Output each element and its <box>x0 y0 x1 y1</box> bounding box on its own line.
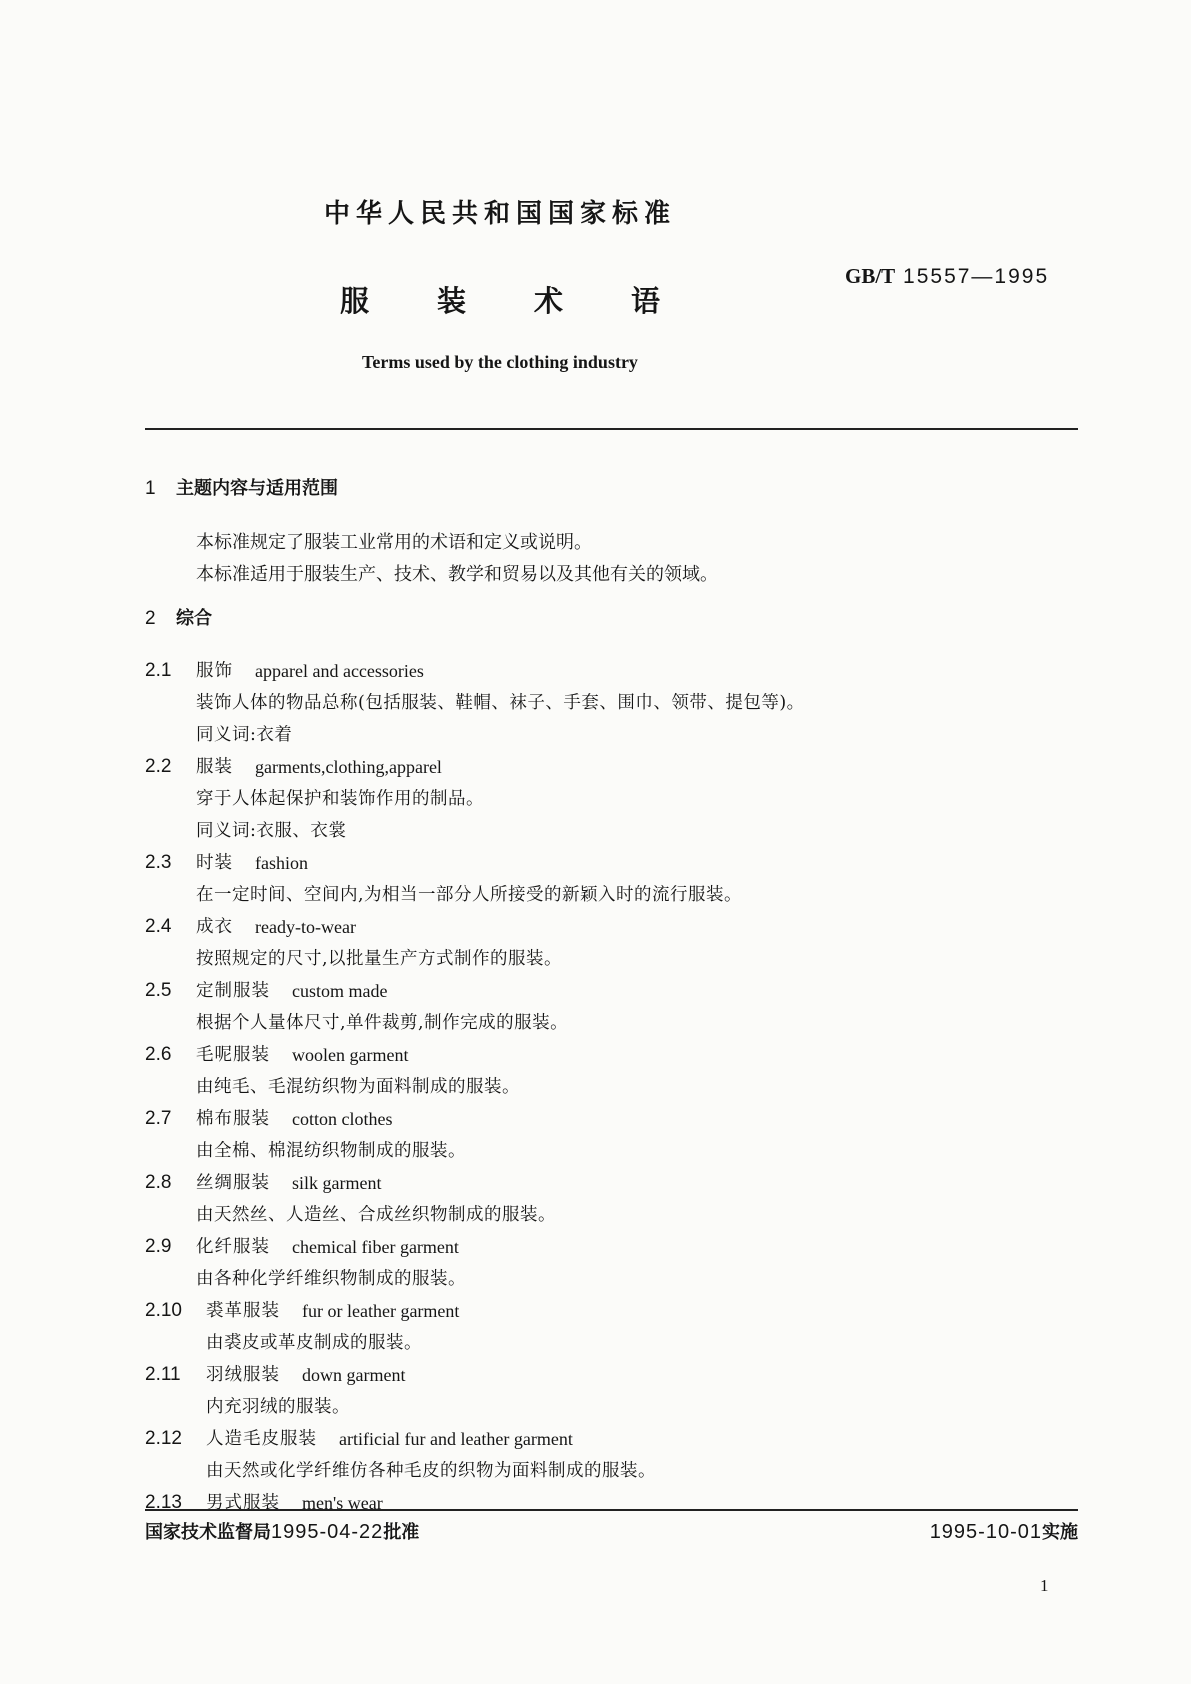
term-definition: 由天然或化学纤维仿各种毛皮的织物为面料制成的服装。 <box>206 1461 656 1481</box>
term-chinese: 定制服装 <box>196 981 270 1001</box>
term-number: 2.7 <box>145 1108 172 1129</box>
term-number: 2.2 <box>145 756 172 777</box>
document-title: 服装术语 <box>339 284 728 318</box>
term-chinese: 羽绒服装 <box>206 1365 280 1385</box>
term-entry <box>145 1487 1075 1519</box>
section-2-heading <box>145 607 212 631</box>
term-entry <box>145 1359 1075 1391</box>
standard-prefix: GB/T <box>845 264 896 288</box>
term-chinese: 毛呢服装 <box>196 1045 270 1065</box>
term-number: 2.1 <box>145 660 172 681</box>
term-entry <box>145 1231 1075 1263</box>
term-entry <box>145 1103 1075 1135</box>
term-english: fashion <box>255 853 308 873</box>
term-number: 2.10 <box>145 1300 182 1321</box>
term-chinese: 服饰 <box>196 661 233 681</box>
term-chinese: 丝绸服装 <box>196 1173 270 1193</box>
term-definition: 在一定时间、空间内,为相当一部分人所接受的新颖入时的流行服装。 <box>196 885 743 905</box>
document-title-english: Terms used by the clothing industry <box>362 352 638 372</box>
term-chinese: 成衣 <box>196 917 233 937</box>
term-english: fur or leather garment <box>302 1301 460 1321</box>
term-entry <box>145 1423 1075 1455</box>
term-entry <box>145 1295 1075 1327</box>
term-entry <box>145 751 1075 783</box>
term-number: 2.4 <box>145 916 172 937</box>
term-entry <box>145 1039 1075 1071</box>
section-title: 综合 <box>176 608 212 629</box>
header-divider <box>145 428 1078 430</box>
term-english: cotton clothes <box>292 1109 393 1129</box>
term-english: apparel and accessories <box>255 661 424 681</box>
implementation-info <box>930 1518 1078 1547</box>
approval-label: 批准 <box>383 1522 420 1543</box>
term-chinese: 棉布服装 <box>196 1109 270 1129</box>
term-entry <box>145 847 1075 879</box>
national-standard-title: 中华人民共和国国家标准 <box>323 199 676 229</box>
term-english: silk garment <box>292 1173 382 1193</box>
term-definition: 按照规定的尺寸,以批量生产方式制作的服装。 <box>196 949 563 969</box>
term-chinese: 裘革服装 <box>206 1301 280 1321</box>
term-definition: 内充羽绒的服装。 <box>206 1397 350 1417</box>
term-chinese: 服装 <box>196 757 233 777</box>
approval-org: 国家技术监督局 <box>145 1522 271 1543</box>
term-number: 2.13 <box>145 1492 182 1513</box>
implementation-date: 1995-10-01 <box>929 1521 1042 1543</box>
implementation-label: 实施 <box>1042 1522 1078 1543</box>
section-title: 主题内容与适用范围 <box>176 478 338 499</box>
term-chinese: 人造毛皮服装 <box>206 1429 317 1449</box>
term-english: custom made <box>292 981 388 1001</box>
term-definition: 装饰人体的物品总称(包括服装、鞋帽、袜子、手套、围巾、领带、提包等)。 <box>196 693 805 713</box>
term-number: 2.5 <box>145 980 172 1001</box>
term-entry <box>145 1167 1075 1199</box>
term-definition: 由全棉、棉混纺织物制成的服装。 <box>196 1141 466 1161</box>
page-number: 1 <box>1040 1576 1049 1595</box>
term-definition: 由裘皮或革皮制成的服装。 <box>206 1333 422 1353</box>
term-definition: 由各种化学纤维织物制成的服装。 <box>196 1269 466 1289</box>
term-number: 2.11 <box>145 1364 181 1385</box>
standard-code: 15557—1995 <box>903 265 1050 288</box>
term-chinese: 男式服装 <box>206 1493 280 1513</box>
term-number: 2.3 <box>145 852 172 873</box>
footer-divider <box>145 1509 1078 1511</box>
term-english: chemical fiber garment <box>292 1237 459 1257</box>
term-synonym: 同义词:衣着 <box>196 725 293 745</box>
term-english: garments,clothing,apparel <box>255 757 442 777</box>
term-definition: 根据个人量体尺寸,单件裁剪,制作完成的服装。 <box>196 1013 569 1033</box>
term-definition: 由天然丝、人造丝、合成丝织物制成的服装。 <box>196 1205 556 1225</box>
term-entry <box>145 975 1075 1007</box>
approval-date: 1995-04-22 <box>271 1521 384 1543</box>
term-english: ready-to-wear <box>255 917 356 937</box>
term-chinese: 时装 <box>196 853 233 873</box>
term-definition: 由纯毛、毛混纺织物为面料制成的服装。 <box>196 1077 520 1097</box>
approval-info <box>145 1518 419 1547</box>
term-number: 2.6 <box>145 1044 172 1065</box>
term-english: down garment <box>302 1365 406 1385</box>
term-number: 2.12 <box>145 1428 182 1449</box>
term-number: 2.8 <box>145 1172 172 1193</box>
section-number: 1 <box>145 478 156 499</box>
term-synonym: 同义词:衣服、衣裳 <box>196 821 347 841</box>
term-english: men's wear <box>302 1493 383 1513</box>
term-entry <box>145 655 1075 687</box>
section-number: 2 <box>145 608 156 629</box>
term-english: woolen garment <box>292 1045 409 1065</box>
section-1-heading <box>145 477 338 501</box>
term-english: artificial fur and leather garment <box>339 1429 573 1449</box>
term-number: 2.9 <box>145 1236 172 1257</box>
term-definition: 穿于人体起保护和装饰作用的制品。 <box>196 789 484 809</box>
section-1-paragraph: 本标准适用于服装生产、技术、教学和贸易以及其他有关的领域。 <box>196 564 718 585</box>
section-1-paragraph: 本标准规定了服装工业常用的术语和定义或说明。 <box>196 532 592 553</box>
term-chinese: 化纤服装 <box>196 1237 270 1257</box>
term-entry <box>145 911 1075 943</box>
term-list <box>145 655 1075 1519</box>
